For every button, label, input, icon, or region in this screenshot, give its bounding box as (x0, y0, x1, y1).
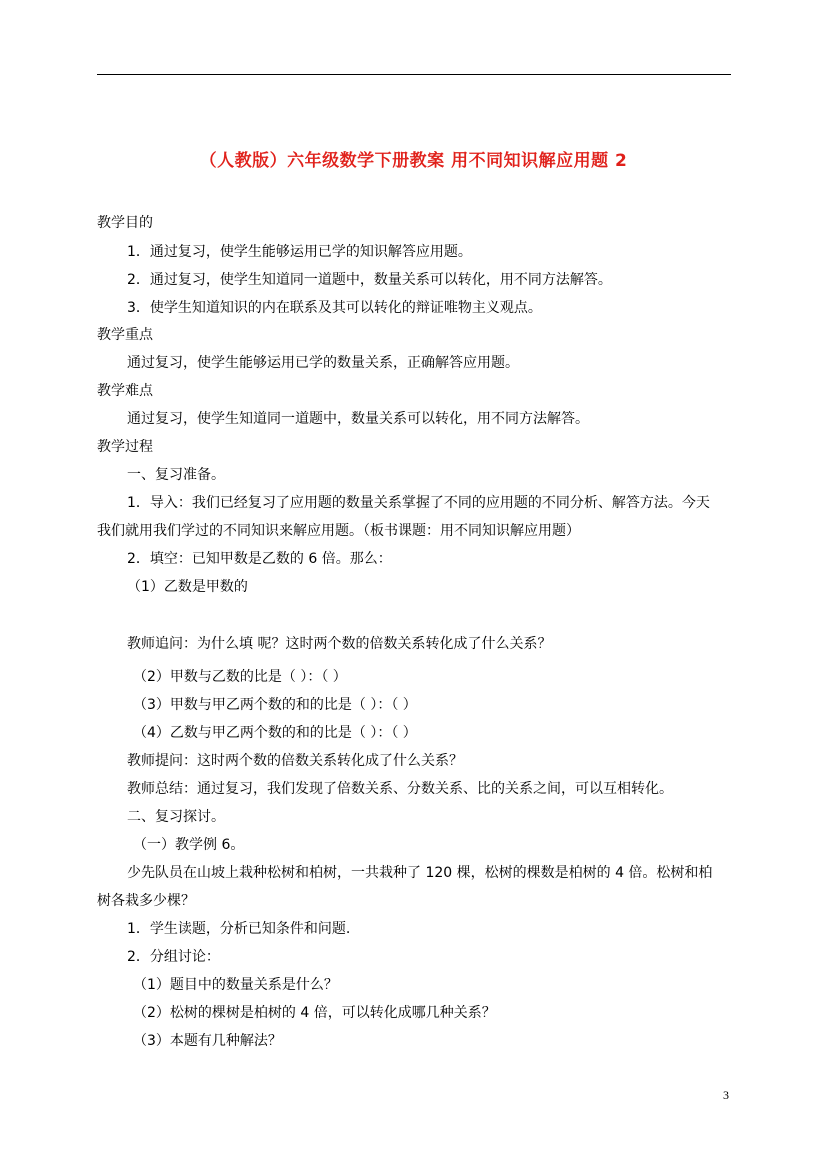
example-heading: （一）教学例 6。 (133, 837, 245, 853)
teacher-question: 教师提问：这时两个数的倍数关系转化成了什么关系？ (127, 753, 463, 769)
fill-blank-item-3: （3）甲数与甲乙两个数的和的比是（ ）：（ ） (133, 697, 417, 713)
objective-item-3: 3．使学生知道知识的内在联系及其可以转化的辩证唯物主义观点。 (127, 300, 542, 316)
difficulties-text: 通过复习，使学生知道同一道题中，数量关系可以转化，用不同方法解答。 (127, 411, 589, 427)
section-heading-difficulties: 教学难点 (97, 383, 153, 399)
key-points-text: 通过复习，使学生能够运用已学的数量关系，正确解答应用题。 (127, 355, 519, 371)
fill-blank-item-1: （1）乙数是甲数的 (127, 579, 248, 595)
fill-blank-item-2: （2）甲数与乙数的比是（ ）：（ ） (133, 669, 347, 685)
process-intro-line-2: 我们就用我们学过的不同知识来解应用题。（板书课题：用不同知识解应用题） (97, 523, 580, 539)
process-step-review: 一、复习准备。 (127, 467, 225, 483)
discussion-question-1: （1）题目中的数量关系是什么？ (133, 977, 338, 993)
page-number: 3 (723, 1088, 729, 1102)
fill-blank-item-4: （4）乙数与甲乙两个数的和的比是（ ）：（ ） (133, 725, 417, 741)
teacher-summary: 教师总结：通过复习，我们发现了倍数关系、分数关系、比的关系之间，可以互相转化。 (127, 781, 673, 797)
header-rule (97, 74, 731, 75)
example-problem-line-2: 树各栽多少棵？ (97, 893, 195, 909)
discussion-question-2: （2）松树的棵树是柏树的 4 倍，可以转化成哪几种关系？ (133, 1005, 496, 1021)
teacher-followup-question: 教师追问：为什么填 呢？这时两个数的倍数关系转化成了什么关系？ (127, 636, 552, 652)
discussion-question-3: （3）本题有几种解法？ (133, 1033, 282, 1049)
example-step-2: 2．分组讨论： (127, 949, 220, 965)
example-problem-line-1: 少先队员在山坡上栽种松树和柏树，一共栽种了 120 棵，松树的棵数是柏树的 4 倍。松树和柏 (127, 865, 713, 881)
objective-item-2: 2．通过复习，使学生知道同一道题中，数量关系可以转化，用不同方法解答。 (127, 272, 612, 288)
fill-blank-prompt: 2．填空：已知甲数是乙数的 6 倍。那么： (127, 551, 392, 567)
section-heading-process: 教学过程 (97, 439, 153, 455)
section-heading-key-points: 教学重点 (97, 327, 153, 343)
page-title: （人教版）六年级数学下册教案 用不同知识解应用题 2 (199, 151, 628, 171)
process-intro-line-1: 1．导入：我们已经复习了应用题的数量关系掌握了不同的应用题的不同分析、解答方法。今天 (127, 495, 710, 511)
objective-item-1: 1．通过复习，使学生能够运用已学的知识解答应用题。 (127, 244, 472, 260)
section-heading-objectives: 教学目的 (97, 215, 153, 231)
example-step-1: 1．学生读题，分析已知条件和问题. (127, 921, 351, 937)
process-step-discussion: 二、复习探讨。 (127, 809, 225, 825)
